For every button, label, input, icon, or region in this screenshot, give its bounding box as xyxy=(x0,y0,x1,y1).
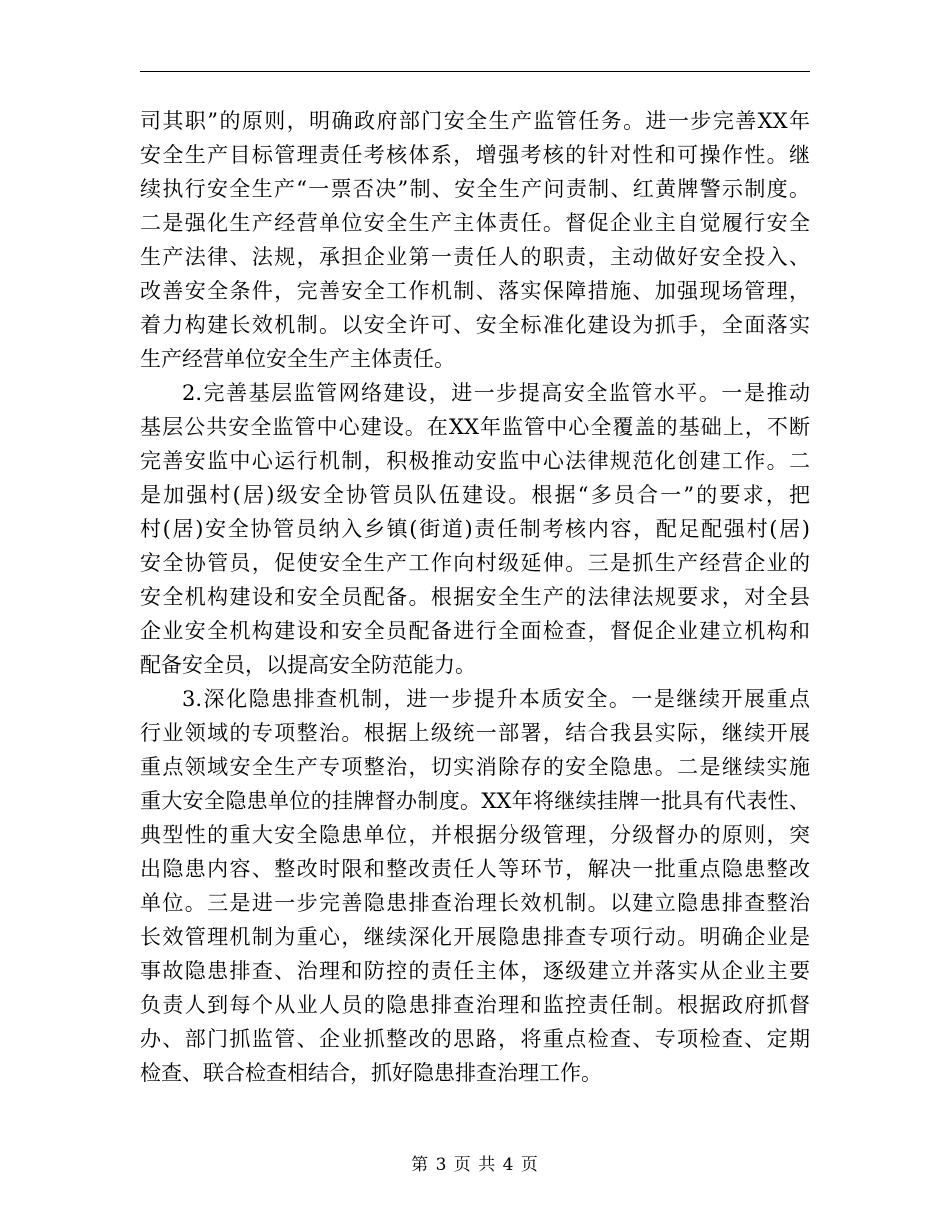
text-line: 安全协管员，促使安全生产工作向村级延伸。三是抓生产经营企业的 xyxy=(140,551,810,575)
header-rule xyxy=(140,71,810,72)
text-line: 重大安全隐患单位的挂牌督办制度。XX年将继续挂牌一批具有代表性、 xyxy=(140,789,810,813)
text-line: 重点领域安全生产专项整治，切实消除存的安全隐患。二是继续实施 xyxy=(140,755,810,779)
text-line: 检查、联合检查相结合，抓好隐患排查治理工作。 xyxy=(140,1061,602,1085)
text-line: 完善安监中心运行机制，积极推动安监中心法律规范化创建工作。二 xyxy=(140,449,810,473)
text-line: 是加强村(居)级安全协管员队伍建设。根据“多员合一”的要求，把 xyxy=(140,483,810,507)
text-line: 办、部门抓监管、企业抓整改的思路，将重点检查、专项检查、定期 xyxy=(140,1027,810,1051)
text-line: 生产经营单位安全生产主体责任。 xyxy=(140,347,455,371)
text-line: 单位。三是进一步完善隐患排查治理长效机制。以建立隐患排查整治 xyxy=(140,891,810,915)
text-line: 安全生产目标管理责任考核体系，增强考核的针对性和可操作性。继 xyxy=(140,143,810,167)
document-body xyxy=(140,104,810,1090)
text-line: 长效管理机制为重心，继续深化开展隐患排查专项行动。明确企业是 xyxy=(140,925,810,949)
text-line: 行业领域的专项整治。根据上级统一部署，结合我县实际，继续开展 xyxy=(140,721,810,745)
text-line: 安全机构建设和安全员配备。根据安全生产的法律法规要求，对全县 xyxy=(140,585,810,609)
text-line: 3.深化隐患排查机制，进一步提升本质安全。一是继续开展重点 xyxy=(182,687,810,711)
text-line: 出隐患内容、整改时限和整改责任人等环节，解决一批重点隐患整改 xyxy=(140,857,810,881)
text-line: 负责人到每个从业人员的隐患排查治理和监控责任制。根据政府抓督 xyxy=(140,993,810,1017)
text-line: 改善安全条件，完善安全工作机制、落实保障措施、加强现场管理， xyxy=(140,279,810,303)
text-line: 着力构建长效机制。以安全许可、安全标准化建设为抓手，全面落实 xyxy=(140,313,810,337)
text-line: 事故隐患排查、治理和防控的责任主体，逐级建立并落实从企业主要 xyxy=(140,959,810,983)
text-line: 典型性的重大安全隐患单位，并根据分级管理，分级督办的原则，突 xyxy=(140,823,810,847)
text-line: 司其职”的原则，明确政府部门安全生产监管任务。进一步完善XX年 xyxy=(140,109,810,133)
text-line: 村(居)安全协管员纳入乡镇(街道)责任制考核内容，配足配强村(居) xyxy=(140,517,810,541)
text-line: 二是强化生产经营单位安全生产主体责任。督促企业主自觉履行安全 xyxy=(140,211,810,235)
text-line: 生产法律、法规，承担企业第一责任人的职责，主动做好安全投入、 xyxy=(140,245,810,269)
page-number: 第 3 页 共 4 页 xyxy=(411,1155,539,1175)
text-line: 2.完善基层监管网络建设，进一步提高安全监管水平。一是推动 xyxy=(182,381,810,405)
text-line: 企业安全机构建设和安全员配备进行全面检查，督促企业建立机构和 xyxy=(140,619,810,643)
text-line: 基层公共安全监管中心建设。在XX年监管中心全覆盖的基础上，不断 xyxy=(140,415,810,439)
text-line: 续执行安全生产“一票否决”制、安全生产问责制、红黄牌警示制度。 xyxy=(140,177,810,201)
text-line: 配备安全员，以提高安全防范能力。 xyxy=(140,653,476,677)
